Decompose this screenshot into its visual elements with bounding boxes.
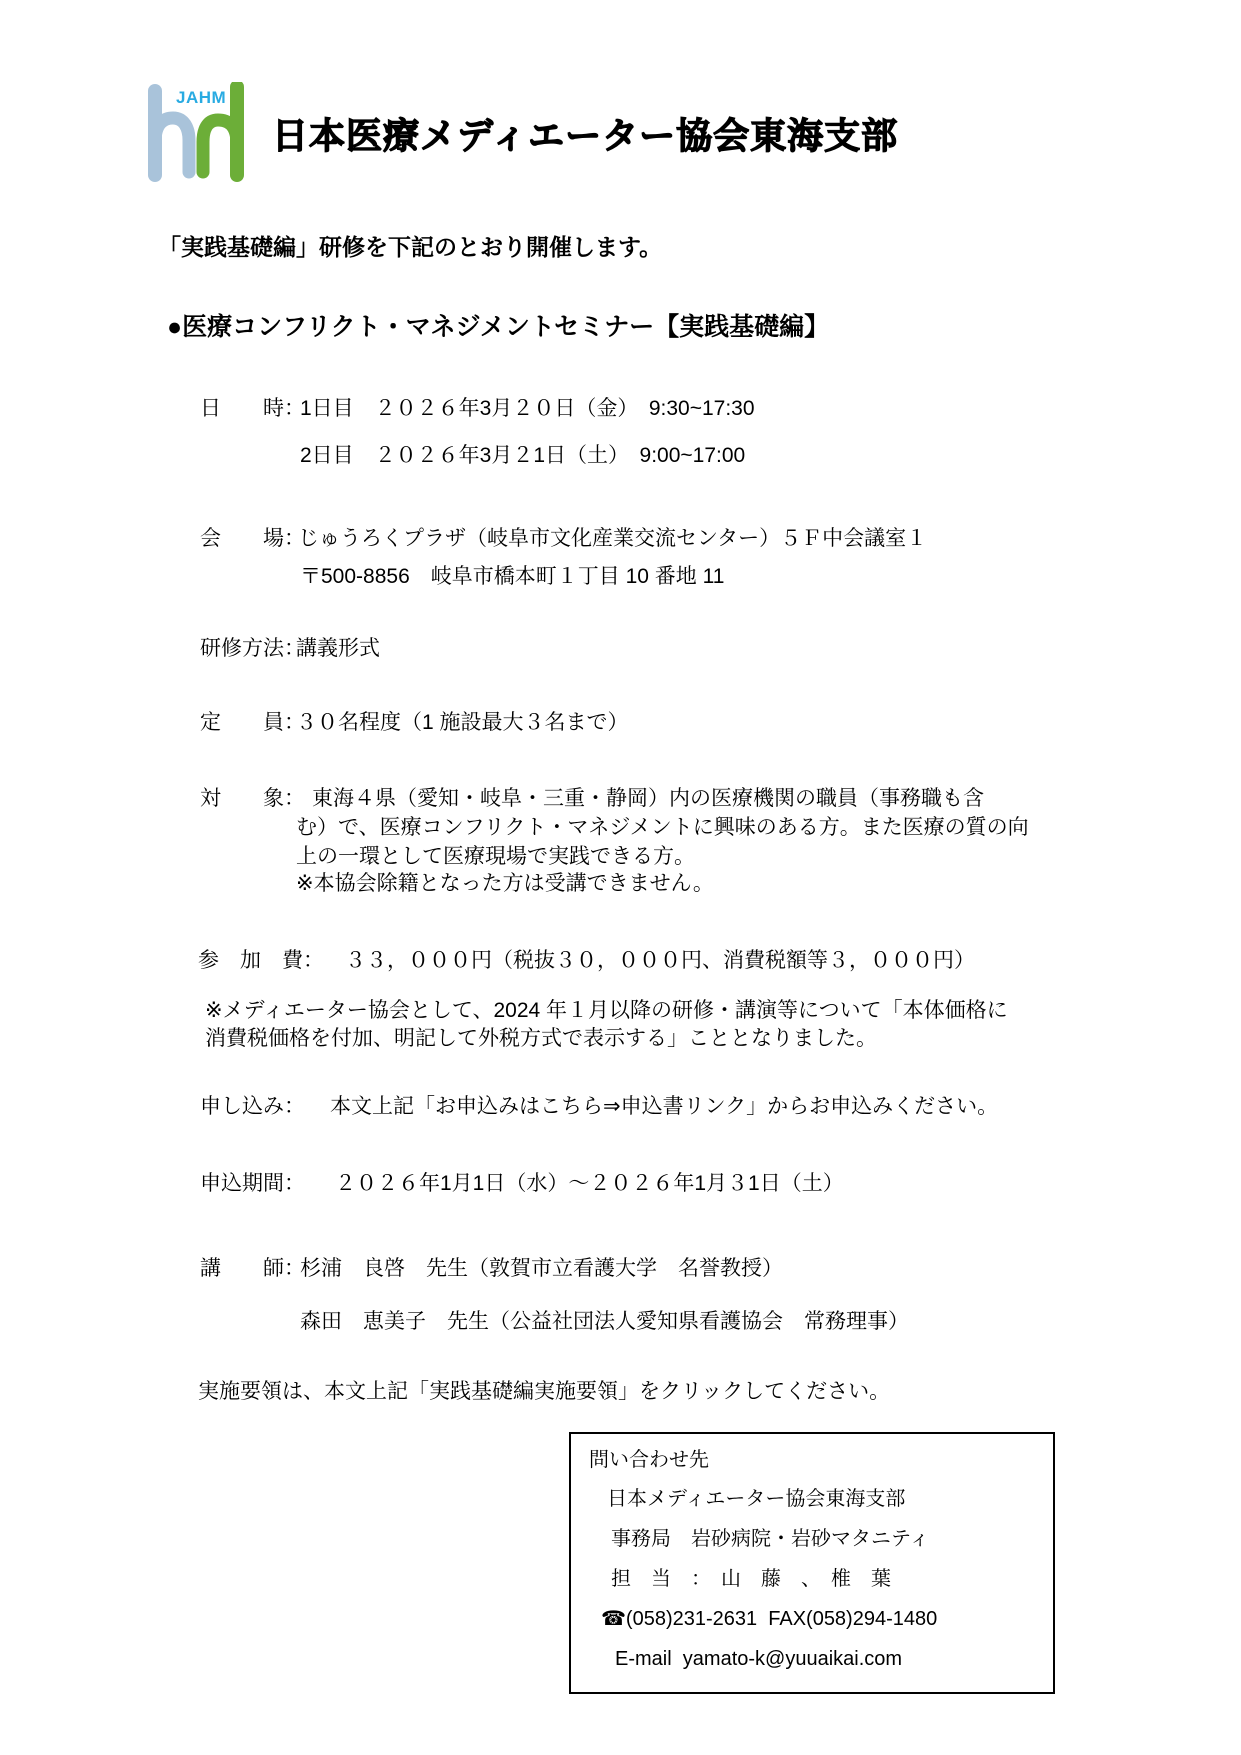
lecturer-2: 森田 恵美子 先生（公益社団法人愛知県看護協会 常務理事） <box>300 1310 909 1333</box>
datetime-day2: 2日目 ２０２６年3月２1日（土） 9:00~17:00 <box>300 444 746 467</box>
fee-note-line1: ※メディエーター協会として、2024 年１月以降の研修・講演等について「本体価格に <box>205 999 1008 1022</box>
contact-staff: 担 当 ： 山 藤 、 椎 葉 <box>611 1568 891 1590</box>
logo-jahm-text: JAHM <box>176 88 227 107</box>
contact-org: 日本メディエーター協会東海支部 <box>607 1488 906 1510</box>
fee-note-line2: 消費税価格を付加、明記して外税方式で表示する」こととなりました。 <box>205 1027 877 1050</box>
lecturers-label: 講 師： <box>200 1257 305 1280</box>
method-label: 研修方法： <box>200 637 305 660</box>
jahm-logo <box>140 82 252 186</box>
period-value: ２０２６年1月1日（水）～２０２６年1月３1日（土） <box>335 1172 844 1195</box>
contact-box <box>569 1432 1055 1694</box>
contact-email: E-mail yamato-k@yuuaikai.com <box>615 1648 903 1670</box>
audience-label: 対 象： <box>200 787 305 810</box>
capacity-value: ３０名程度（1 施設最大３名まで） <box>296 711 629 734</box>
capacity-label: 定 員： <box>200 711 305 734</box>
audience-line3: 上の一環として医療現場で実践できる方。 <box>296 845 695 868</box>
audience-line1: 東海４県（愛知・岐阜・三重・静岡）内の医療機関の職員（事務職も含 <box>312 787 984 810</box>
intro-sentence: 「実践基礎編」研修を下記のとおり開催します。 <box>158 234 663 260</box>
datetime-day1: 1日目 ２０２６年3月２０日（金） 9:30~17:30 <box>300 397 755 420</box>
organization-title: 日本医療メディエーター協会東海支部 <box>272 115 899 156</box>
closing-instruction: 実施要領は、本文上記「実践基礎編実施要領」をクリックしてください。 <box>198 1380 891 1403</box>
venue-address: 〒500-8856 岐阜市橋本町１丁目 10 番地 11 <box>300 565 725 588</box>
fee-value: ３３，０００円（税抜３０，０００円、消費税額等３，０００円） <box>345 949 975 972</box>
application-label: 申し込み： <box>200 1095 305 1118</box>
seminar-heading: ●医療コンフリクト・マネジメントセミナー【実践基礎編】 <box>167 313 830 341</box>
datetime-label: 日 時： <box>200 397 305 420</box>
contact-office: 事務局 岩砂病院・岩砂マタニティ <box>611 1528 930 1550</box>
fee-label: 参 加 費： <box>198 949 324 972</box>
lecturer-1: 杉浦 良啓 先生（敦賀市立看護大学 名誉教授） <box>300 1257 783 1280</box>
venue-name: じゅうろくプラザ（岐阜市文化産業交流センター）５Ｆ中会議室１ <box>298 527 928 550</box>
application-value: 本文上記「お申込みはこちら⇒申込書リンク」からお申込みください。 <box>330 1095 999 1118</box>
method-value: 講義形式 <box>296 637 380 660</box>
contact-title: 問い合わせ先 <box>589 1449 709 1471</box>
audience-line2: む）で、医療コンフリクト・マネジメントに興味のある方。また医療の質の向 <box>296 816 1029 839</box>
contact-phone: ☎(058)231-2631 FAX(058)294-1480 <box>601 1608 938 1630</box>
period-label: 申込期間： <box>200 1172 305 1195</box>
venue-label: 会 場： <box>200 527 305 550</box>
audience-note: ※本協会除籍となった方は受講できません。 <box>296 872 714 895</box>
